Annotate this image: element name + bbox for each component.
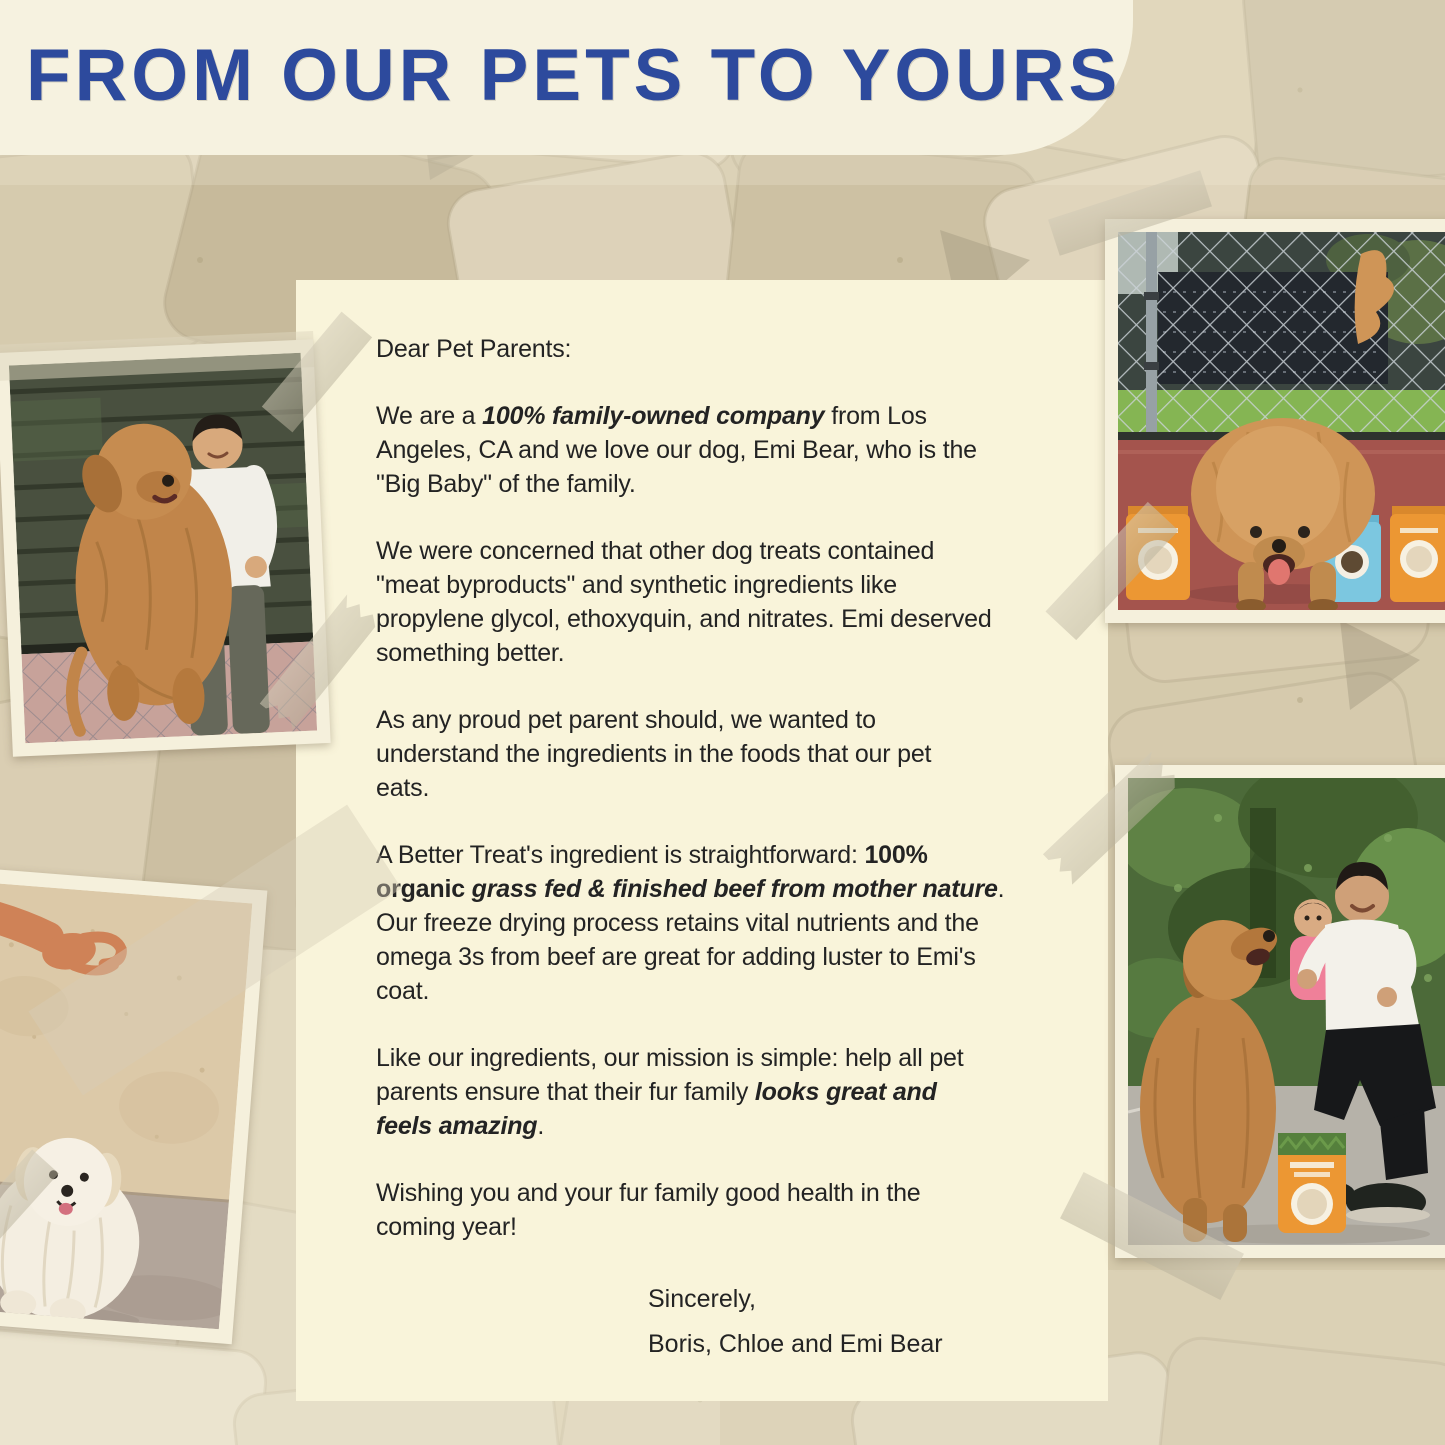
letter-paragraph <box>376 534 1086 670</box>
letter-text-segment: looks great and feels amazing <box>376 1078 937 1140</box>
page-title: FROM OUR PETS TO YOURS <box>26 35 1122 116</box>
signature-closing: Sincerely, <box>648 1285 756 1313</box>
letter-text-segment: grass fed & finished beef from mother nature <box>471 875 998 903</box>
letter-paragraph <box>376 838 1086 1008</box>
letter-text-segment: We are a <box>376 402 483 430</box>
letter-text-segment: Dear Pet Parents: <box>376 335 572 363</box>
letter-text-segment: We were concerned that other dog treats contained "meat byproducts" and synthetic ingredients like propylene glycol, ethoxyquin, and nitrates. Emi deserved something better. <box>376 537 992 667</box>
header-banner <box>0 0 1133 155</box>
letter-text-segment: . <box>537 1112 545 1140</box>
photo-dog-with-treat-bags <box>1105 219 1445 623</box>
letter-text-segment: 100% family-owned company <box>482 402 825 430</box>
letter-paragraph <box>376 1176 1086 1244</box>
letter-paragraph <box>376 1041 1086 1143</box>
letter-panel <box>296 280 1108 1401</box>
photo-family-with-dog <box>1115 765 1445 1258</box>
letter-body <box>376 332 1086 1244</box>
letter-text-segment: 100% organic <box>376 841 928 903</box>
letter-text-segment: As any proud pet parent should, we wanted to understand the ingredients in the foods that our pet eats. <box>376 706 932 802</box>
letter-paragraph <box>376 399 1086 501</box>
letter-text-segment: A Better Treat's ingredient is straightforward: <box>376 841 865 869</box>
letter-text-segment: from Los Angeles, CA and we love our dog, Emi Bear, who is the "Big Baby" of the family. <box>376 402 977 498</box>
letter-text-segment: Wishing you and your fur family good health in the coming year! <box>376 1179 921 1241</box>
letter-signature <box>648 1277 1086 1367</box>
signature-names: Boris, Chloe and Emi Bear <box>648 1330 943 1358</box>
letter-text-segment: . Our freeze drying process retains vital nutrients and the omega 3s from beef are great for adding luster to Emi's coat. <box>376 875 1005 1005</box>
letter-paragraph <box>376 703 1086 805</box>
letter-text-segment: Like our ingredients, our mission is simple: help all pet parents ensure that their fur family <box>376 1044 964 1106</box>
letter-paragraph <box>376 332 1086 366</box>
